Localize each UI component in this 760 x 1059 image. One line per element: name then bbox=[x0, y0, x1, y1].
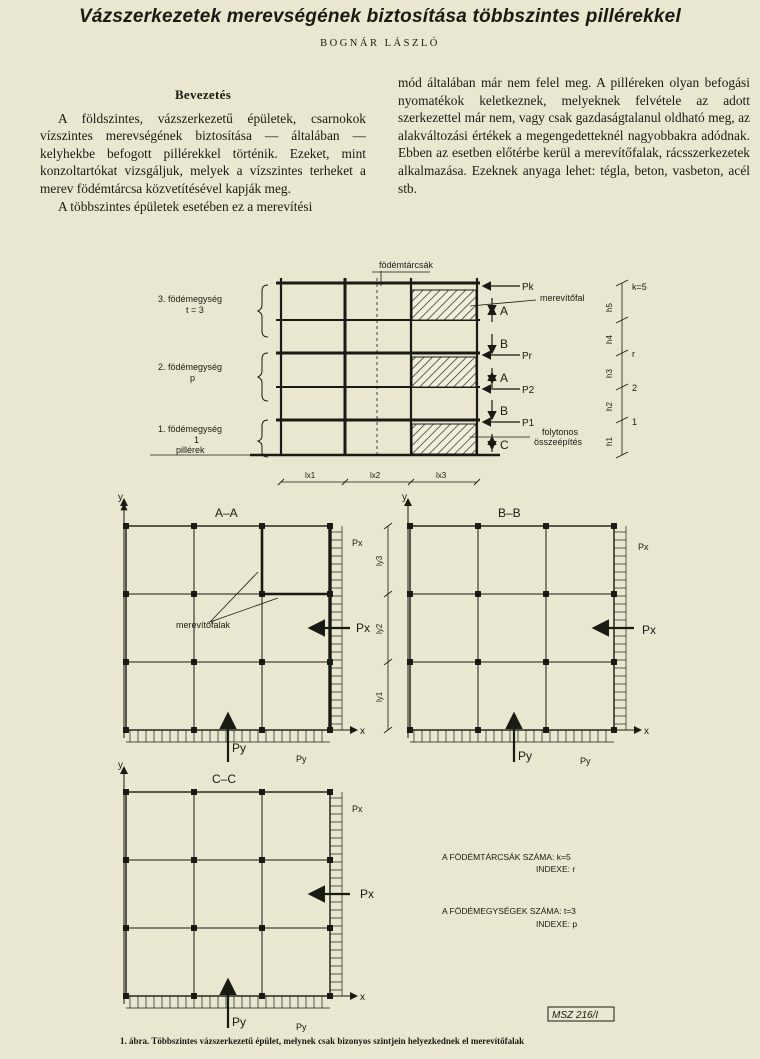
load-py-small: Py bbox=[580, 756, 591, 766]
label-merevitofalak: merevítőfalak bbox=[176, 620, 231, 630]
paragraph: A földszintes, vázszerkezetű épületek, csarnokok vízszintes merevségének biztosítása — általában — kelyhekbe befogott pillérekkel történik. Ezeket, mint konzoltartókat vizsgáljuk, melyek a vízszintes terheket a merev födémtárcsa közvetítésével kapják meg. bbox=[40, 110, 366, 196]
dim-h4: h4 bbox=[605, 335, 614, 344]
load-px-big: Px bbox=[642, 623, 657, 637]
load-py-small: Py bbox=[296, 1022, 307, 1032]
plan-title: A–A bbox=[215, 506, 238, 520]
unit2-index: p bbox=[190, 373, 196, 383]
stamp-text: MSZ 216/I bbox=[552, 1010, 599, 1021]
axis-x-label: x bbox=[644, 726, 649, 737]
dim-h3: h3 bbox=[605, 369, 614, 378]
load-px-big: Px bbox=[356, 621, 371, 635]
ly-dimension-chain bbox=[384, 523, 392, 733]
unit1-label: 1. födémegység bbox=[158, 424, 223, 434]
level-k: k=5 bbox=[632, 282, 647, 292]
legend bbox=[442, 852, 577, 929]
label-osszeepites: összeépítés bbox=[534, 437, 583, 447]
plan-title: C–C bbox=[212, 772, 237, 786]
axis-y-label: y bbox=[118, 492, 123, 503]
dim-ly3: ly3 bbox=[375, 555, 384, 566]
dim-h1: h1 bbox=[605, 437, 614, 446]
axis-y-label: y bbox=[402, 492, 407, 503]
level-1: 1 bbox=[632, 417, 638, 427]
load-px-small: Px bbox=[638, 542, 649, 552]
section-mark-a: A bbox=[500, 304, 509, 318]
label-fodemtarcsak: födémtárcsák bbox=[379, 260, 434, 270]
section-mark-b: B bbox=[500, 337, 509, 351]
plan-b-b bbox=[407, 500, 640, 762]
unit2-label: 2. födémegység bbox=[158, 362, 223, 372]
dim-h5: h5 bbox=[605, 303, 614, 312]
plan-a-a bbox=[123, 500, 356, 762]
level-2: 2 bbox=[632, 383, 638, 393]
axis-x-label: x bbox=[360, 726, 365, 737]
axis-x-label: x bbox=[360, 992, 365, 1003]
label-folytonos: folytonos bbox=[542, 427, 579, 437]
legend-line: INDEXE: p bbox=[536, 919, 578, 929]
article-title: Vázszerkezetek merevségének biztosítása többszintes pillérekkel bbox=[79, 6, 681, 27]
dim-lx2: lx2 bbox=[370, 471, 381, 480]
standard-stamp bbox=[548, 1007, 614, 1021]
article-author: BOGNÁR LÁSZLÓ bbox=[320, 38, 440, 49]
load-px-big: Px bbox=[360, 887, 375, 901]
dim-ly1: ly1 bbox=[375, 691, 384, 702]
load-py-big: Py bbox=[518, 749, 533, 763]
load-pr: Pr bbox=[522, 351, 532, 362]
load-px-small: Px bbox=[352, 804, 363, 814]
load-py-big: Py bbox=[232, 1015, 247, 1029]
dim-h2: h2 bbox=[605, 402, 614, 411]
axis-y-label: y bbox=[118, 760, 123, 771]
load-py-big: Py bbox=[232, 741, 247, 755]
elevation-labels bbox=[158, 260, 647, 480]
load-py-small: Py bbox=[296, 754, 307, 764]
label-pillerek: pillérek bbox=[176, 445, 205, 455]
unit3-index: t = 3 bbox=[186, 305, 204, 315]
plan-c-c-labels bbox=[118, 760, 374, 1032]
section-mark-c: C bbox=[500, 438, 509, 452]
label-merevitofal: merevítőfal bbox=[540, 293, 585, 303]
legend-line: A FÖDÉMEGYSÉGEK SZÁMA: t=3 bbox=[442, 906, 576, 916]
load-px-small: Px bbox=[352, 538, 363, 548]
section-mark-a: A bbox=[500, 371, 509, 385]
plan-c-c bbox=[123, 768, 356, 1028]
dim-lx1: lx1 bbox=[305, 471, 316, 480]
dim-lx3: lx3 bbox=[436, 471, 447, 480]
plan-title: B–B bbox=[498, 506, 521, 520]
legend-line: A FÖDÉMTÁRCSÁK SZÁMA: k=5 bbox=[442, 852, 571, 862]
load-p1: P1 bbox=[522, 418, 535, 429]
section-heading: Bevezetés bbox=[174, 87, 232, 102]
legend-line: INDEXE: r bbox=[536, 864, 576, 874]
figure-caption: 1. ábra. Többszintes vázszerkezetű épület, melynek csak bizonyos szintjein helyezkednek el merevítőfalak bbox=[120, 1036, 525, 1046]
paragraph: A többszintes épületek esetében ez a merevítési bbox=[58, 198, 313, 214]
paragraph: mód általában már nem felel meg. A pilléreken olyan befogási nyomatékok keletkeznek, melyeknek felvétele az adott szerkezettel már nem, vagy csak gazdaságtalanul oldható meg, az alakváltozási értékek a megengedetteknél nagyobbakra adódnak. Ebben az esetben előtérbe kerül a merevítőfalak, rácsszerkezetek alkalmazása. Ezeknek anyaga lehet: tégla, beton, vasbeton, acél stb. bbox=[398, 75, 750, 196]
dim-ly2: ly2 bbox=[375, 623, 384, 634]
section-mark-b: B bbox=[500, 404, 509, 418]
load-p2: P2 bbox=[522, 385, 535, 396]
unit1-index: 1 bbox=[194, 435, 200, 445]
load-pk: Pk bbox=[522, 282, 534, 293]
level-r: r bbox=[632, 349, 635, 359]
unit3-label: 3. födémegység bbox=[158, 294, 223, 304]
